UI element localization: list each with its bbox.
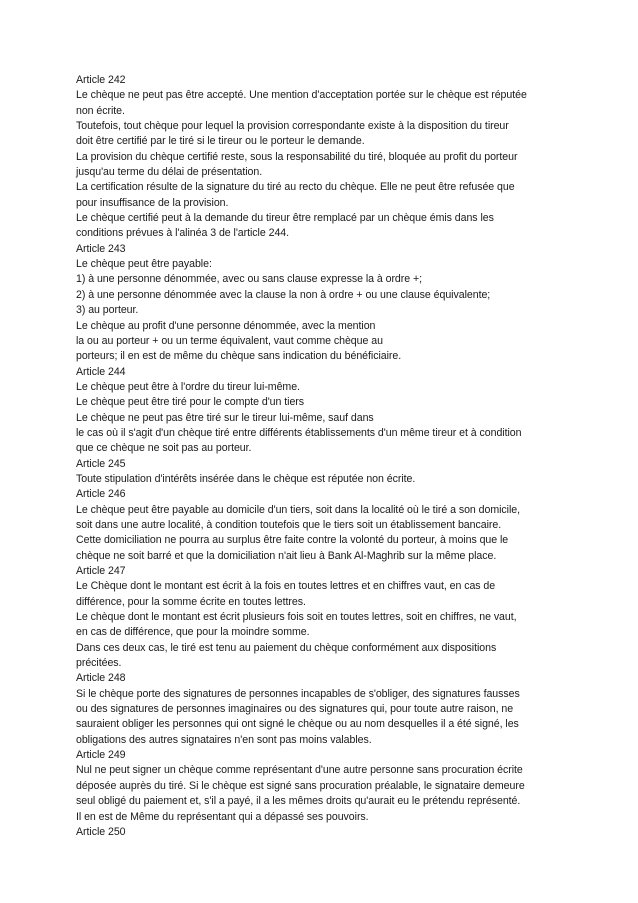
document-line: Le chèque peut être à l'ordre du tireur lui-même.	[76, 380, 300, 393]
article-heading: Article 244	[76, 365, 126, 378]
article-heading: Article 243	[76, 242, 126, 255]
article-heading: Article 250	[76, 825, 126, 838]
article-heading: Article 246	[76, 488, 126, 501]
document-line: le cas où il s'agit d'un chèque tiré entre différents établissements d'un même tireur et à condition	[76, 426, 522, 439]
article-heading: Article 249	[76, 749, 126, 762]
document-line: que ce chèque ne soit pas au porteur.	[76, 442, 252, 455]
document-line: Dans ces deux cas, le tiré est tenu au paiement du chèque conformément aux dispositions	[76, 641, 497, 654]
document-line: déposée auprès du tiré. Si le chèque est signé sans procuration préalable, le signataire demeure	[76, 779, 525, 792]
document-line: Cette domiciliation ne pourra au surplus être faite contre la volonté du porteur, à moins que le	[76, 534, 509, 547]
document-line: Si le chèque porte des signatures de personnes incapables de s'obliger, des signatures fausses	[76, 687, 520, 700]
document-line: jusqu'au terme du délai de présentation.	[76, 166, 263, 179]
document-line: Le chèque ne peut pas être accepté. Une mention d'acceptation portée sur le chèque est réputée	[76, 89, 527, 102]
document-line: soit dans une autre localité, à condition toutefois que le tiers soit un établissement bancaire.	[76, 518, 502, 531]
document-line: Il en est de Même du représentant qui a dépassé ses pouvoirs.	[76, 810, 369, 823]
document-line: Le Chèque dont le montant est écrit à la fois en toutes lettres et en chiffres vaut, en cas de	[76, 580, 496, 593]
document-line: Nul ne peut signer un chèque comme représentant d'une autre personne sans procuration écrite	[76, 764, 523, 777]
document-line: La certification résulte de la signature du tiré au recto du chèque. Elle ne peut être refusée que	[76, 181, 515, 194]
document-line: 2) à une personne dénommée avec la clause la non à ordre + ou une clause équivalente;	[76, 288, 491, 301]
document-line: conditions prévues à l'alinéa 3 de l'article 244.	[76, 227, 290, 240]
document-line: Le chèque ne peut pas être tiré sur le tireur lui-même, sauf dans	[76, 411, 374, 424]
document-line: différence, pour la somme écrite en toutes lettres.	[76, 595, 306, 608]
article-heading: Article 242	[76, 74, 126, 86]
document-line: Le chèque certifié peut à la demande du tireur être remplacé par un chèque émis dans les	[76, 212, 494, 225]
document-line: Toutefois, tout chèque pour lequel la provision correspondante existe à la disposition du tireur	[76, 120, 509, 133]
document-line: Le chèque peut être tiré pour le compte d'un tiers	[76, 396, 305, 409]
article-heading: Article 247	[76, 565, 126, 577]
document-body	[76, 73, 576, 840]
document-line: porteurs; il en est de même du chèque sans indication du bénéficiaire.	[76, 350, 402, 363]
document-line: chèque ne soit barré et que la domiciliation n'ait lieu à Bank Al-Maghrib sur la même place.	[76, 549, 497, 562]
article-heading: Article 248	[76, 672, 126, 685]
document-line: seul obligé du paiement et, s'il a payé, il a les mêmes droits qu'aurait eu le prétendu représenté.	[76, 795, 521, 808]
document-line: Le chèque au profit d'une personne dénommée, avec la mention	[76, 319, 376, 332]
document-line: obligations des autres signataires n'en sont pas moins valables.	[76, 733, 372, 746]
document-line: 3) au porteur.	[76, 304, 139, 317]
document-line: non écrite.	[76, 104, 125, 117]
document-line: La provision du chèque certifié reste, sous la responsabilité du tiré, bloquée au profit du porteur	[76, 150, 518, 163]
document-line: pour insuffisance de la provision.	[76, 196, 229, 209]
document-line: la ou au porteur + ou un terme équivalent, vaut comme chèque au	[76, 334, 383, 347]
document-line: 1) à une personne dénommée, avec ou sans clause expresse la à ordre +;	[76, 273, 423, 286]
document-line: précitées.	[76, 657, 122, 670]
document-line: en cas de différence, que pour la moindre somme.	[76, 626, 310, 639]
article-heading: Article 245	[76, 457, 126, 470]
document-line: Le chèque peut être payable:	[76, 258, 212, 271]
document-line: Le chèque peut être payable au domicile d'un tiers, soit dans la localité où le tiré a son domicile,	[76, 503, 520, 516]
document-line: doit être certifié par le tiré si le tireur ou le porteur le demande.	[76, 135, 365, 148]
document-line: Le chèque dont le montant est écrit plusieurs fois soit en toutes lettres, soit en chiffres, ne vaut,	[76, 611, 517, 624]
document-line: ou des signatures de personnes imaginaires ou des signatures qui, pour toute autre raison, ne	[76, 703, 514, 716]
document-line: sauraient obliger les personnes qui ont signé le chèque ou au nom desquelles il a été signé, les	[76, 718, 519, 731]
document-line: Toute stipulation d'intérêts insérée dans le chèque est réputée non écrite.	[76, 472, 416, 485]
